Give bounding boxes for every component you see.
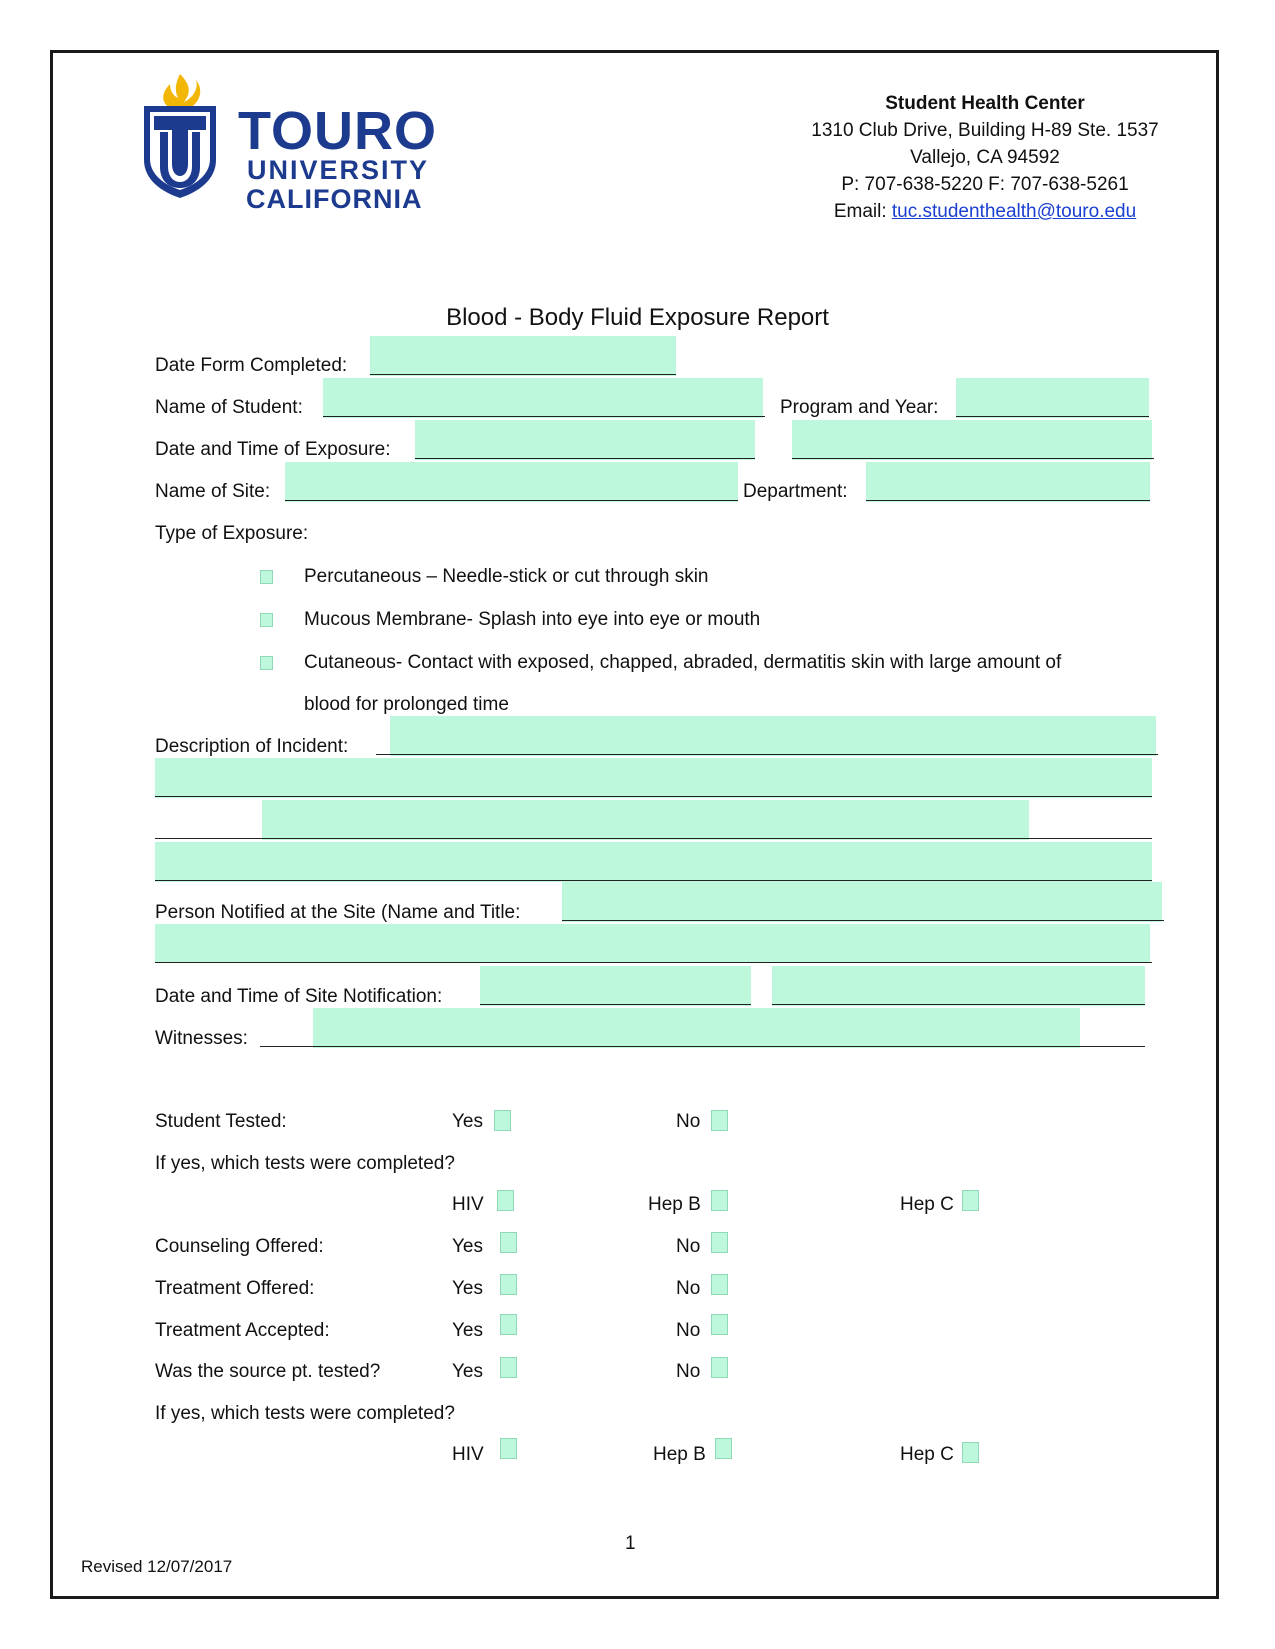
mucous-membrane-label: Mucous Membrane- Splash into eye into eye or mouth [304, 609, 761, 630]
site-name-field[interactable] [285, 462, 738, 502]
notification-date-field[interactable] [480, 966, 751, 1006]
cutaneous-checkbox[interactable] [260, 656, 273, 670]
description-field-line3[interactable] [262, 800, 1029, 840]
description-field-line1[interactable] [390, 716, 1156, 756]
department-label: Department: [743, 481, 848, 502]
treatment-accepted-label: Treatment Accepted: [155, 1320, 330, 1341]
logo-text-touro: TOURO [238, 101, 438, 161]
source-tested-no-label: No [676, 1361, 701, 1382]
student-name-label: Name of Student: [155, 397, 303, 418]
phone-fax: P: 707-638-5220 F: 707-638-5261 [841, 174, 1129, 195]
mucous-membrane-checkbox[interactable] [260, 613, 273, 627]
student-hiv-label: HIV [452, 1194, 484, 1215]
description-field-line4[interactable] [155, 842, 1152, 882]
shield-flame-icon [140, 72, 220, 200]
program-year-field[interactable] [956, 378, 1149, 418]
source-hepb-label: Hep B [653, 1444, 706, 1465]
person-notified-field-line1[interactable] [562, 882, 1162, 922]
description-underline-2 [155, 796, 1152, 797]
source-tested-yes-checkbox[interactable] [500, 1357, 517, 1378]
description-label: Description of Incident: [155, 736, 349, 757]
student-hepb-label: Hep B [648, 1194, 701, 1215]
witnesses-underline [260, 1046, 1145, 1047]
student-tested-no-checkbox[interactable] [711, 1110, 728, 1131]
department-underline [866, 500, 1150, 501]
notification-time-field[interactable] [772, 966, 1145, 1006]
source-hiv-checkbox[interactable] [500, 1438, 517, 1459]
person-notified-underline-2 [155, 962, 1152, 963]
treatment-accepted-yes-checkbox[interactable] [500, 1314, 517, 1335]
cutaneous-label-cont: blood for prolonged time [304, 694, 509, 715]
source-tested-no-checkbox[interactable] [711, 1357, 728, 1378]
counseling-label: Counseling Offered: [155, 1236, 324, 1257]
student-hiv-checkbox[interactable] [497, 1190, 514, 1211]
counseling-no-checkbox[interactable] [711, 1232, 728, 1253]
email-label: Email: [833, 201, 892, 222]
source-tests-completed-label: If yes, which tests were completed? [155, 1403, 455, 1424]
percutaneous-label: Percutaneous – Needle-stick or cut through skin [304, 566, 709, 587]
source-hepb-checkbox[interactable] [715, 1438, 732, 1459]
person-notified-label: Person Notified at the Site (Name and Title: [155, 902, 521, 923]
student-name-field[interactable] [323, 378, 763, 418]
exposure-time-underline [792, 458, 1154, 459]
treatment-offered-yes-label: Yes [452, 1278, 483, 1299]
treatment-offered-no-checkbox[interactable] [711, 1274, 728, 1295]
student-hepc-label: Hep C [900, 1194, 954, 1215]
treatment-offered-label: Treatment Offered: [155, 1278, 315, 1299]
treatment-accepted-no-checkbox[interactable] [711, 1314, 728, 1335]
exposure-date-field[interactable] [415, 420, 755, 460]
student-name-underline [323, 416, 765, 417]
student-tested-yes-label: Yes [452, 1111, 483, 1132]
source-hiv-label: HIV [452, 1444, 484, 1465]
exposure-time-field[interactable] [792, 420, 1152, 460]
description-field-line2[interactable] [155, 758, 1152, 798]
exposure-date-underline [415, 458, 755, 459]
logo-text-california: CALIFORNIA [246, 184, 423, 214]
treatment-offered-no-label: No [676, 1278, 701, 1299]
page-number: 1 [625, 1533, 636, 1554]
student-tested-no-label: No [676, 1111, 701, 1132]
student-tests-completed-label: If yes, which tests were completed? [155, 1153, 455, 1174]
notification-datetime-label: Date and Time of Site Notification: [155, 986, 443, 1007]
program-year-label: Program and Year: [780, 397, 939, 418]
form-title: Blood - Body Fluid Exposure Report [446, 304, 829, 331]
counseling-yes-label: Yes [452, 1236, 483, 1257]
address-line1: 1310 Club Drive, Building H-89 Ste. 1537 [811, 120, 1159, 141]
notification-date-underline [480, 1004, 751, 1005]
site-name-label: Name of Site: [155, 481, 271, 502]
counseling-yes-checkbox[interactable] [500, 1232, 517, 1253]
percutaneous-checkbox[interactable] [260, 570, 273, 584]
exposure-type-label: Type of Exposure: [155, 523, 309, 544]
treatment-offered-yes-checkbox[interactable] [500, 1274, 517, 1295]
revised-date: Revised 12/07/2017 [81, 1557, 233, 1576]
logo-text-university: UNIVERSITY [247, 155, 430, 185]
site-name-underline [285, 500, 738, 501]
treatment-accepted-no-label: No [676, 1320, 701, 1341]
description-underline-4 [155, 880, 1152, 881]
student-hepc-checkbox[interactable] [962, 1190, 979, 1211]
cutaneous-label: Cutaneous- Contact with exposed, chapped, abraded, dermatitis skin with large amount of [304, 652, 1062, 673]
witnesses-field[interactable] [313, 1008, 1080, 1048]
treatment-accepted-yes-label: Yes [452, 1320, 483, 1341]
notification-time-underline [772, 1004, 1145, 1005]
description-underline-3 [155, 838, 1152, 839]
student-tested-yes-checkbox[interactable] [494, 1110, 511, 1131]
source-tested-label: Was the source pt. tested? [155, 1361, 381, 1382]
department-field[interactable] [866, 462, 1150, 502]
person-notified-field-line2[interactable] [155, 924, 1150, 962]
source-tested-yes-label: Yes [452, 1361, 483, 1382]
email-line [760, 198, 1210, 226]
source-hepc-checkbox[interactable] [962, 1442, 979, 1463]
description-underline-1 [376, 754, 1158, 755]
witnesses-label: Witnesses: [155, 1028, 248, 1049]
exposure-datetime-label: Date and Time of Exposure: [155, 439, 391, 460]
address-line2: Vallejo, CA 94592 [910, 147, 1060, 168]
date-completed-field[interactable] [370, 336, 676, 376]
date-completed-underline [370, 374, 676, 375]
source-hepc-label: Hep C [900, 1444, 954, 1465]
email-link[interactable]: tuc.studenthealth@touro.edu [891, 201, 1137, 222]
counseling-no-label: No [676, 1236, 701, 1257]
person-notified-underline-1 [562, 920, 1164, 921]
org-name: Student Health Center [885, 93, 1085, 114]
date-completed-label: Date Form Completed: [155, 355, 348, 376]
student-tested-label: Student Tested: [155, 1111, 287, 1132]
student-hepb-checkbox[interactable] [711, 1190, 728, 1211]
program-year-underline [956, 416, 1149, 417]
